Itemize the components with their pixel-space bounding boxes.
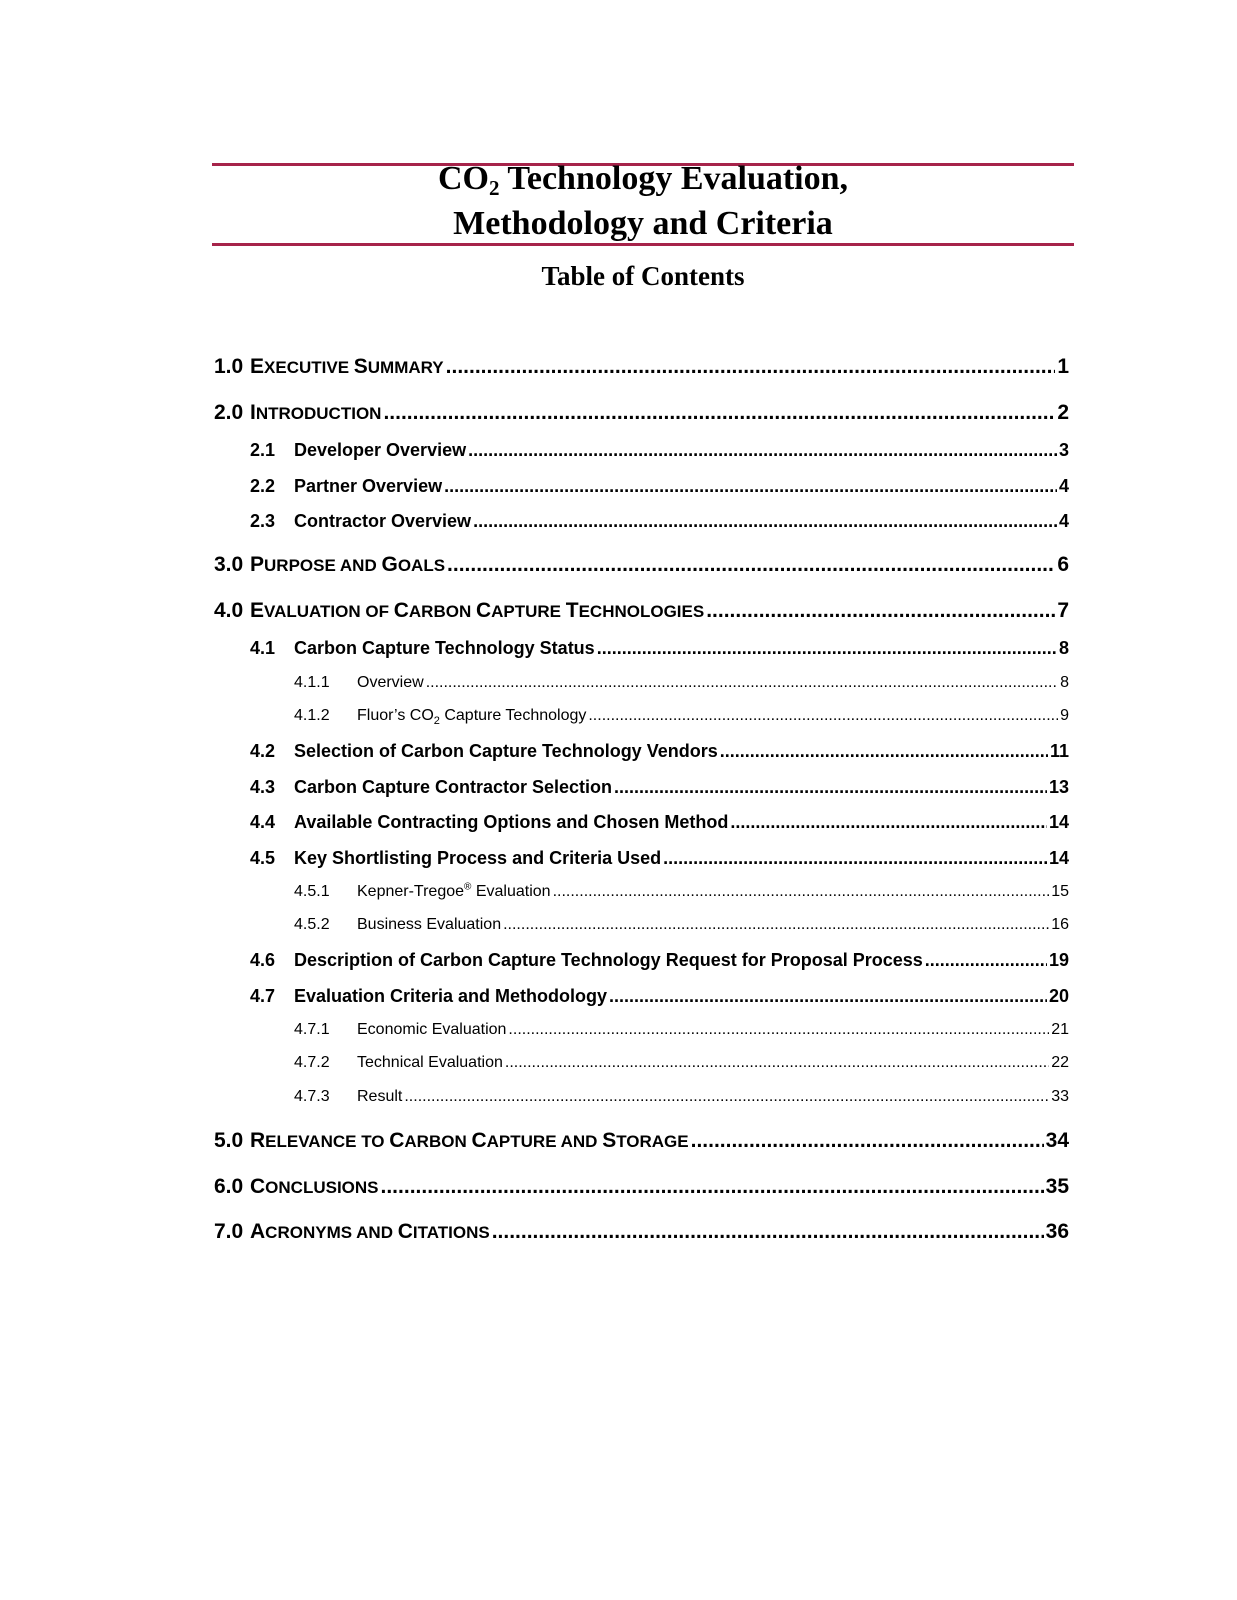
dot-leader [730,812,1047,833]
dot-leader [473,511,1057,532]
toc-entry-page: 11 [1049,741,1069,761]
dot-leader [588,707,1058,725]
toc-entry-number: 4.2 [250,741,276,761]
dot-leader [492,1220,1044,1244]
title-bottom-rule [212,243,1074,246]
toc-entry-page: 13 [1048,777,1069,797]
document-title-line-1: $CO_2$ Technology Evaluation, [437,160,849,200]
dot-leader [383,401,1055,425]
toc-entry-page: 20 [1048,986,1069,1006]
toc-entry-title: Economic Evaluation [357,1021,507,1038]
toc-entry-title: ACRONYMS AND CITATIONS [250,1220,490,1243]
toc-entry-title: INTRODUCTION [250,401,382,424]
toc-entry-4-2[interactable] [250,741,1069,762]
toc-entry-title: Fluor’s $CO_2$ Capture Technology [357,707,587,728]
toc-entry-title: CONCLUSIONS [250,1175,379,1198]
toc-entry-number: 4.1.2 [294,707,330,724]
dot-leader [468,440,1057,461]
toc-entry-2-1[interactable] [250,440,1069,461]
toc-entry-page: 19 [1048,950,1069,970]
dot-leader [446,355,1056,379]
toc-entry-page: 8 [1058,638,1069,658]
dot-leader [614,777,1047,798]
toc-entry-page: 4 [1058,476,1069,496]
toc-entry-title: Key Shortlisting Process and Criteria Used [294,848,662,868]
toc-entry-title: RELEVANCE TO CARBON CAPTURE AND STORAGE [250,1129,689,1152]
toc-heading: Table of Contents [541,261,745,291]
toc-entry-4-1-1[interactable] [294,674,1069,692]
toc-entry-page: 34 [1045,1129,1069,1152]
toc-entry-number: 1.0 [214,355,244,378]
toc-entry-4-7-2[interactable] [294,1054,1069,1072]
toc-entry-number: 4.1 [250,638,276,658]
toc-entry-page: 14 [1048,812,1069,832]
toc-entry-2-2[interactable] [250,476,1069,497]
dot-leader [609,986,1047,1007]
toc-entry-title: Result [357,1088,403,1105]
toc-entry-4-7-1[interactable] [294,1021,1069,1039]
document-title-line-2: Methodology and Criteria [453,205,833,242]
toc-entry-4-7[interactable] [250,986,1069,1007]
document-title [212,156,1074,246]
toc-entry-number: 4.3 [250,777,276,797]
toc-entry-title: Evaluation Criteria and Methodology [294,986,608,1006]
toc-entry-page: 21 [1051,1021,1069,1038]
toc-entry-number: 4.5.1 [294,883,330,900]
toc-entry-page: 15 [1051,883,1069,900]
toc-entry-4-3[interactable] [250,777,1069,798]
toc-entry-number: 2.2 [250,476,276,496]
toc-entry-number: 4.5.2 [294,916,330,933]
toc-entry-5-0[interactable] [214,1129,1069,1153]
toc-entry-number: 4.6 [250,950,276,970]
toc-entry-number: 6.0 [214,1175,244,1198]
toc-entry-title: Carbon Capture Technology Status [294,638,595,658]
dot-leader [691,1129,1044,1153]
dot-leader [444,476,1057,497]
toc-entry-page: 6 [1057,553,1069,576]
toc-entry-number: 2.3 [250,511,276,531]
toc-entry-title: EVALUATION OF CARBON CAPTURE TECHNOLOGIES [250,599,705,622]
toc-entry-title: Description of Carbon Capture Technology Request for Proposal Process [294,950,923,970]
toc-entry-title: Developer Overview [294,440,467,460]
toc-entry-4-5-2[interactable] [294,916,1069,934]
toc-entry-page: 36 [1045,1220,1069,1243]
dot-leader [706,599,1055,623]
toc-entry-page: 3 [1058,440,1069,460]
toc-entry-number: 4.7.1 [294,1021,330,1038]
toc-entry-title: Kepner-Tregoe® Evaluation [357,881,551,900]
toc-entry-4-0[interactable] [214,599,1069,623]
toc-entry-number: 4.7.3 [294,1088,330,1105]
toc-entry-4-5[interactable] [250,848,1069,869]
dot-leader [553,883,1050,901]
toc-entry-4-7-3[interactable] [294,1088,1069,1106]
toc-entry-2-3[interactable] [250,511,1069,532]
toc-entry-4-1[interactable] [250,638,1069,659]
toc-entry-title: Business Evaluation [357,916,502,933]
toc-entry-title: Technical Evaluation [357,1054,503,1071]
dot-leader [447,553,1055,577]
toc-entry-page: 4 [1058,511,1069,531]
toc-entry-page: 7 [1057,599,1069,622]
toc-entry-3-0[interactable] [214,553,1069,577]
toc-entry-number: 5.0 [214,1129,244,1152]
toc-entry-number: 4.0 [214,599,244,622]
toc-entry-page: 14 [1048,848,1069,868]
dot-leader [508,1021,1049,1039]
toc-entry-title: PURPOSE AND GOALS [250,553,446,576]
toc-entry-6-0[interactable] [214,1175,1069,1199]
toc-entry-title: Carbon Capture Contractor Selection [294,777,613,797]
dot-leader [404,1088,1049,1106]
toc-entry-number: 7.0 [214,1220,244,1243]
toc-entry-2-0[interactable] [214,401,1069,425]
dot-leader [381,1175,1044,1199]
toc-entry-page: 35 [1045,1175,1069,1198]
toc-entry-title: Overview [357,674,424,691]
toc-entry-number: 4.4 [250,812,276,832]
toc-entry-number: 4.1.1 [294,674,330,691]
dot-leader [720,741,1048,762]
dot-leader [663,848,1047,869]
dot-leader [597,638,1057,659]
dot-leader [503,916,1049,934]
toc-entry-number: 3.0 [214,553,244,576]
toc-entry-title: Selection of Carbon Capture Technology Vendors [294,741,718,761]
toc-entry-number: 2.1 [250,440,276,460]
toc-entry-page: 2 [1057,401,1069,424]
toc-entry-1-0[interactable] [214,355,1069,379]
toc-entry-title: EXECUTIVE SUMMARY [250,355,444,378]
toc-entry-page: 9 [1060,707,1069,724]
toc-entry-number: 2.0 [214,401,244,424]
dot-leader [426,674,1058,692]
toc-entry-page: 22 [1051,1054,1069,1071]
toc-entry-number: 4.7.2 [294,1054,330,1071]
toc-entry-number: 4.5 [250,848,276,868]
toc-entry-title: Partner Overview [294,476,443,496]
toc-entry-7-0[interactable] [214,1220,1069,1244]
toc-entry-4-6[interactable] [250,950,1069,971]
toc-entry-4-1-2[interactable] [294,707,1069,728]
dot-leader [925,950,1047,971]
toc-entry-title: Contractor Overview [294,511,472,531]
toc-entry-page: 8 [1060,674,1069,691]
dot-leader [505,1054,1049,1072]
toc-entry-4-4[interactable] [250,812,1069,833]
toc-entry-number: 4.7 [250,986,276,1006]
toc-entry-title: Available Contracting Options and Chosen Method [294,812,729,832]
toc-entry-page: 33 [1051,1088,1069,1105]
toc-entry-4-5-1[interactable] [294,883,1069,901]
toc-entry-page: 1 [1057,355,1069,378]
toc-entry-page: 16 [1051,916,1069,933]
